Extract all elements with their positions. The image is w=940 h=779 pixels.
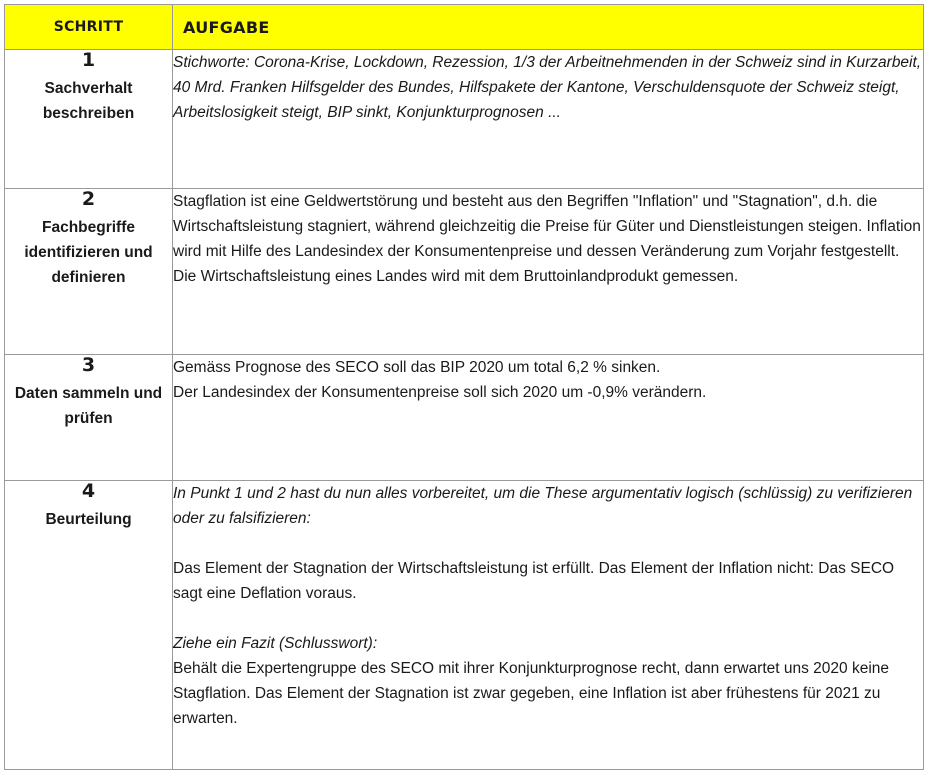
- table-row: [5, 481, 924, 770]
- step-cell: [5, 355, 173, 481]
- step-cell: [5, 481, 173, 770]
- step-cell: [5, 50, 173, 189]
- table-header-row: [5, 5, 924, 50]
- task-cell: [173, 189, 924, 355]
- step-label: Beurteilung: [45, 511, 132, 528]
- step-number: 3: [81, 354, 96, 376]
- step-number: 1: [81, 49, 96, 71]
- task-assessment: Das Element der Stagnation der Wirtschaftsleistung ist erfüllt. Das Element der Inflation nicht: Das SECO sagt eine Deflation voraus.: [173, 560, 895, 602]
- step-label: Daten sammeln und prüfen: [14, 385, 163, 427]
- step-label: Sachverhalt beschreiben: [42, 80, 135, 122]
- task-text-line: Gemäss Prognose des SECO soll das BIP 2020 um total 6,2 % sinken.: [173, 359, 661, 376]
- task-cell: [173, 355, 924, 481]
- conclusion-text: Behält die Expertengruppe des SECO mit ihrer Konjunkturprognose recht, dann erwartet uns 2020 keine Stagflation. Das Element der Stagnation ist zwar gegeben, eine Inflation ist aber frühestens für 2021 zu erwarten.: [173, 660, 890, 727]
- task-text-line: Der Landesindex der Konsumentenpreise soll sich 2020 um -0,9% verändern.: [173, 384, 707, 401]
- table-row: [5, 50, 924, 189]
- step-number: 2: [81, 188, 96, 210]
- table-row: [5, 355, 924, 481]
- task-cell: [173, 50, 924, 189]
- step-number: 4: [81, 480, 96, 502]
- header-task: AUFGABE: [173, 5, 924, 50]
- table-row: [5, 189, 924, 355]
- step-label: Fachbegriffe identifizieren und definieren: [24, 219, 153, 286]
- conclusion-heading: Ziehe ein Fazit (Schlusswort):: [173, 635, 378, 652]
- step-cell: [5, 189, 173, 355]
- steps-table: [4, 4, 924, 770]
- task-cell: [173, 481, 924, 770]
- task-intro: In Punkt 1 und 2 hast du nun alles vorbereitet, um die These argumentativ logisch (schlüssig) zu verifizieren oder zu falsifizieren:: [173, 485, 913, 527]
- task-text: Stagflation ist eine Geldwertstörung und besteht aus den Begriffen "Inflation" und "Stagnation", d.h. die Wirtschaftsleistung stagniert, während gleichzeitig die Preise für Güter und Dienstleistungen steigen. Inflation wird mit Hilfe des Landesindex der Konsumentenpreise und dessen Veränderung zum Vorjahr festgestellt. Die Wirtschaftsleistung eines Landes wird mit dem Bruttoinlandprodukt gemessen.: [173, 193, 921, 285]
- header-step: SCHRITT: [5, 5, 173, 50]
- task-text: Stichworte: Corona-Krise, Lockdown, Rezession, 1/3 der Arbeitnehmenden in der Schweiz sind in Kurzarbeit, 40 Mrd. Franken Hilfsgelder des Bundes, Hilfspakete der Kantone, Verschuldensquote der Schweiz steigt, Arbeitslosigkeit steigt, BIP sinkt, Konjunkturprognosen ...: [173, 54, 922, 121]
